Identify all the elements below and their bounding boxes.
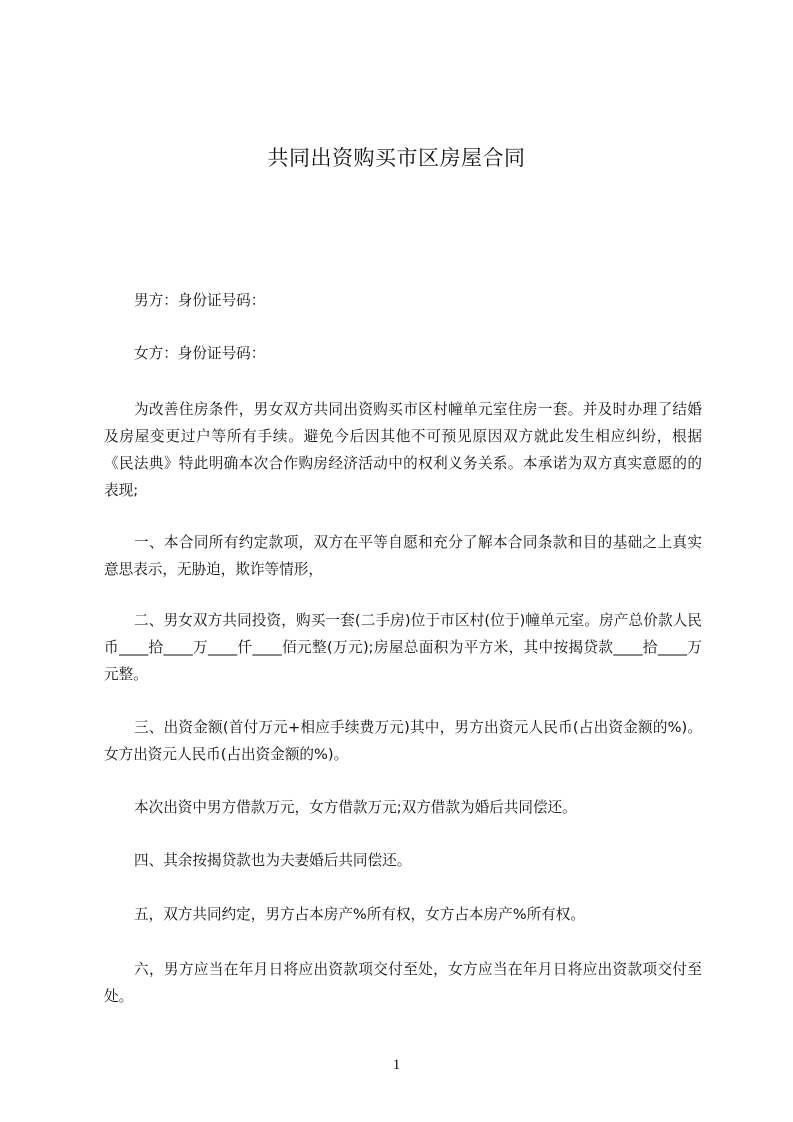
clause-4-paragraph: 四、其余按揭贷款也为夫妻婚后共同偿还。	[134, 852, 412, 869]
clause-6-paragraph: 六，男方应当在年月日将应出资款项交付至处，女方应当在年月日将应出资款项交付至处。	[104, 961, 702, 1005]
clause-2-paragraph: 二、男女双方共同投资，购买一套(二手房)位于市区村(位于)幢单元室。房产总价款人民币____拾____万____仟____佰元整(万元);房屋总面积为平方米，其中按揭贷款____拾____万元整。	[104, 612, 702, 683]
loan-paragraph: 本次出资中男方借款万元，女方借款万元;双方借款为婚后共同偿还。	[134, 799, 577, 816]
male-party-line: 男方：身份证号码：	[134, 292, 266, 309]
female-party-line: 女方：身份证号码：	[134, 345, 266, 362]
document-title: 共同出资购买市区房屋合同	[267, 146, 526, 170]
page-number: 1	[392, 1057, 401, 1073]
clause-1-paragraph: 一、本合同所有约定款项，双方在平等自愿和充分了解本合同条款和目的基础之上真实意思表示，无胁迫，欺诈等情形，	[104, 534, 702, 578]
clause-5-paragraph: 五，双方共同约定，男方占本房产%所有权，女方占本房产%所有权。	[134, 906, 585, 923]
preamble-paragraph: 为改善住房条件，男女双方共同出资购买市区村幢单元室住房一套。并及时办理了结婚及房屋变更过户等所有手续。避免今后因其他不可预见原因双方就此发生相应纠纷，根据《民法典》特此明确本次合作购房经济活动中的权利义务关系。本承诺为双方真实意愿的的表现;	[104, 401, 702, 499]
clause-3-paragraph: 三、出资金额(首付万元+相应手续费万元)其中，男方出资元人民币(占出资金额的%)。女方出资元人民币(占出资金额的%)。	[104, 719, 702, 763]
